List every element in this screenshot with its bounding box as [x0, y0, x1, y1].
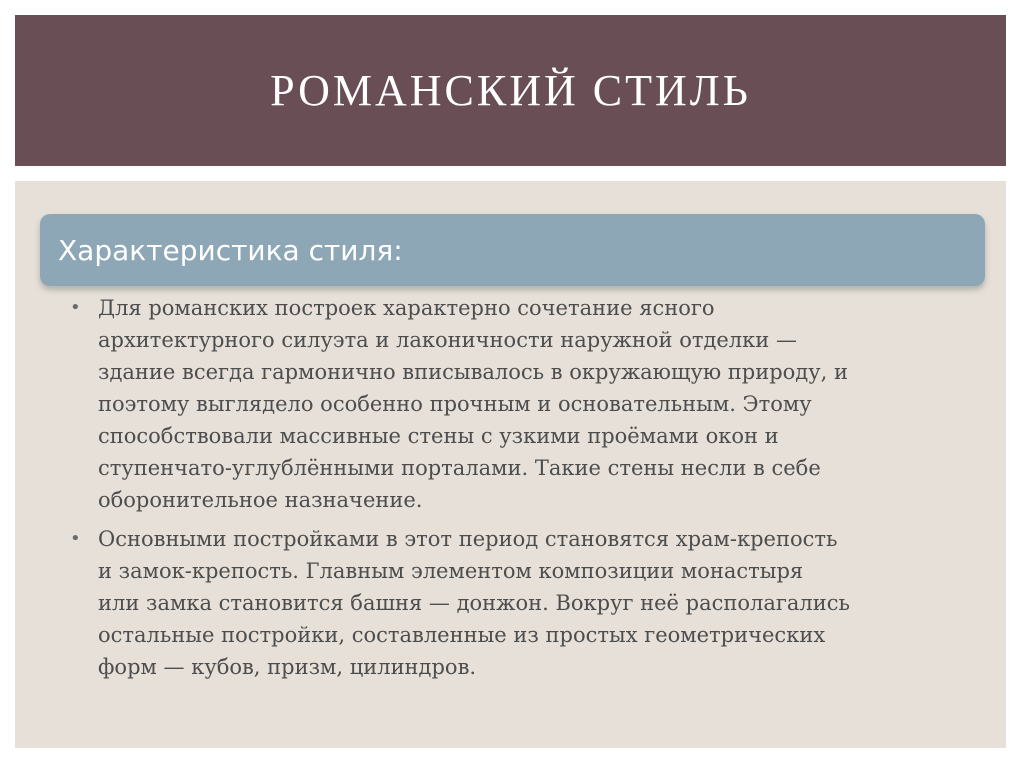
bullet-dot-icon: •	[70, 528, 81, 549]
slide-title: РОМАНСКИЙ СТИЛЬ	[270, 66, 751, 115]
bullet-line: способствовали массивные стены с узкими проёмами окон и	[98, 424, 779, 448]
bullet-item	[70, 523, 970, 683]
bullet-item	[70, 292, 970, 516]
bullet-line: форм — кубов, призм, цилиндров.	[98, 655, 477, 679]
bullet-line: поэтому выглядело особенно прочным и основательным. Этому	[98, 392, 812, 416]
bullet-line: здание всегда гармонично вписывалось в окружающую природу, и	[98, 360, 848, 384]
bullet-list	[70, 292, 970, 690]
bullet-line: архитектурного силуэта и лаконичности наружной отделки —	[98, 328, 797, 352]
bullet-line: и замок-крепость. Главным элементом композиции монастыря	[98, 559, 804, 583]
bullet-line: ступенчато-углублёнными порталами. Такие стены несли в себе	[98, 456, 821, 480]
bullet-line: или замка становится башня — донжон. Вокруг неё располагались	[98, 591, 850, 615]
title-band	[15, 15, 1006, 166]
bullet-line: Основными постройками в этот период становятся храм-крепость	[98, 527, 838, 551]
bullet-dot-icon: •	[70, 297, 81, 318]
bullet-line: остальные постройки, составленные из простых геометрических	[98, 623, 826, 647]
subheader-title: Характеристика стиля:	[58, 233, 403, 267]
bullet-line: Для романских построек характерно сочетание ясного	[98, 296, 715, 320]
subheader-bar	[40, 214, 985, 286]
bullet-line: оборонительное назначение.	[98, 488, 423, 512]
